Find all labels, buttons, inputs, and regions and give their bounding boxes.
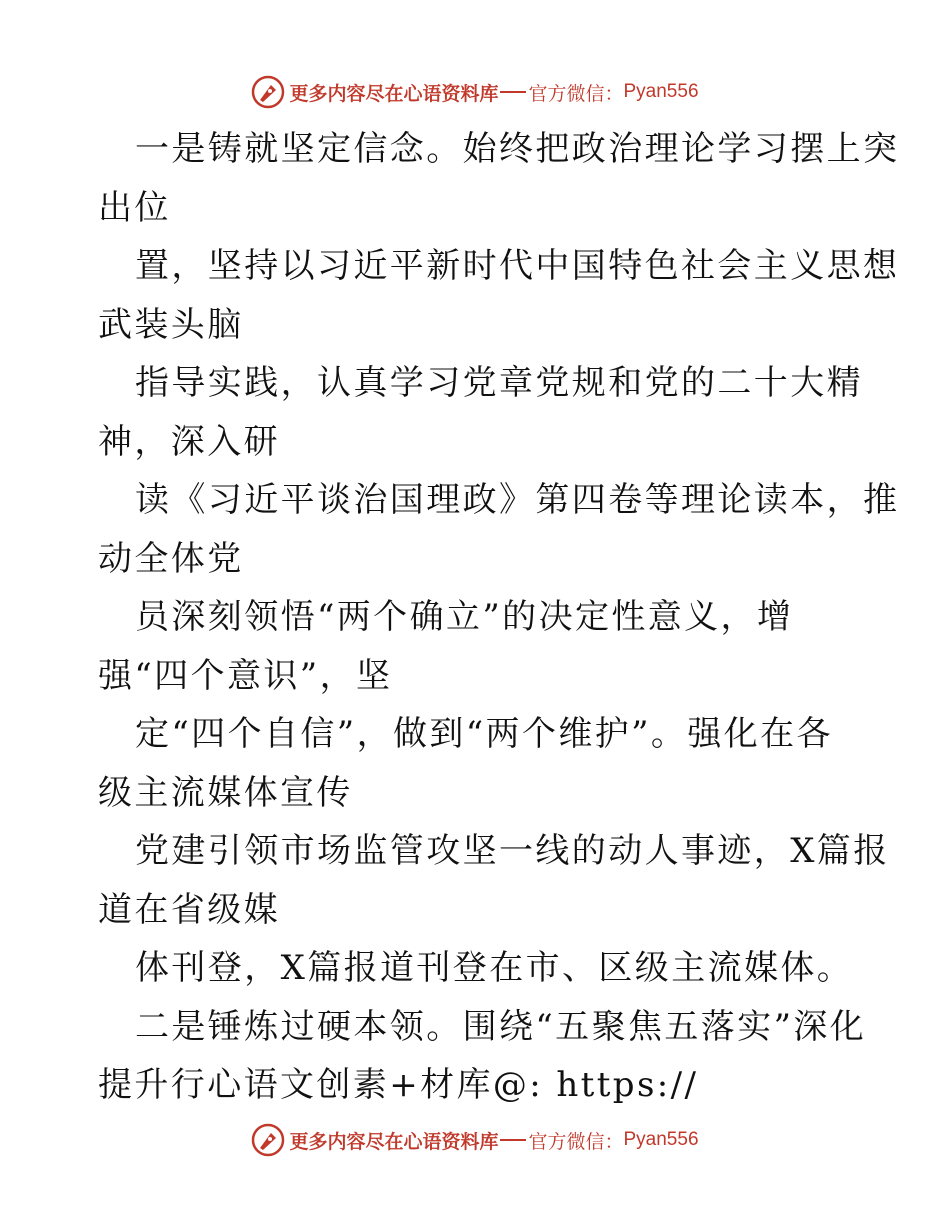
text-line: 出位 [98,187,171,228]
banner-dash [500,1139,526,1141]
header-banner [0,72,950,112]
pen-nib-icon [251,75,285,109]
text-line: 党建引领市场监管攻坚一线的动人事迹，X篇报 [135,831,890,871]
text-line: 体刊登，X篇报道刊登在市、区级主流媒体。 [135,948,854,988]
banner-official-label: 官方微信： [528,1130,624,1153]
text-line: 二是锤炼过硬本领。围绕“五聚焦五落实”深化 [135,1006,867,1047]
banner-slogan: 更多内容尽在心语资料库 [289,82,499,105]
text-line: 员深刻领悟“两个确立”的决定性意义，增 [135,597,794,637]
pen-nib-icon [251,1123,285,1157]
text-line: 一是铸就坚定信念。始终把政治理论学习摆上突 [135,129,900,169]
text-line: 读《习近平谈治国理政》第四卷等理论读本，推 [135,480,900,520]
text-line: 指导实践，认真学习党章党规和党的二十大精 [135,363,863,403]
footer-banner [0,1120,950,1160]
banner-dash [500,91,526,93]
text-line: 定“四个自信”，做到“两个维护”。强化在各 [135,714,833,754]
text-line: 提升行心语文创素+材库@: https:// [98,1065,699,1105]
banner-official-label: 官方微信： [528,82,624,105]
text-line: 置，坚持以习近平新时代中国特色社会主义思想 [135,246,900,286]
text-line: 武装头脑 [98,304,244,345]
banner-wechat-id: Pyan556 [623,1129,699,1150]
text-line: 神，深入研 [98,421,280,462]
text-line: 道在省级媒 [98,889,280,930]
text-line: 级主流媒体宣传 [98,772,353,813]
banner-wechat-id: Pyan556 [623,81,699,102]
text-line: 动全体党 [98,538,244,579]
document-body [98,120,900,1115]
text-line: 强“四个意识”，坚 [98,655,393,696]
banner-slogan: 更多内容尽在心语资料库 [289,1130,499,1153]
